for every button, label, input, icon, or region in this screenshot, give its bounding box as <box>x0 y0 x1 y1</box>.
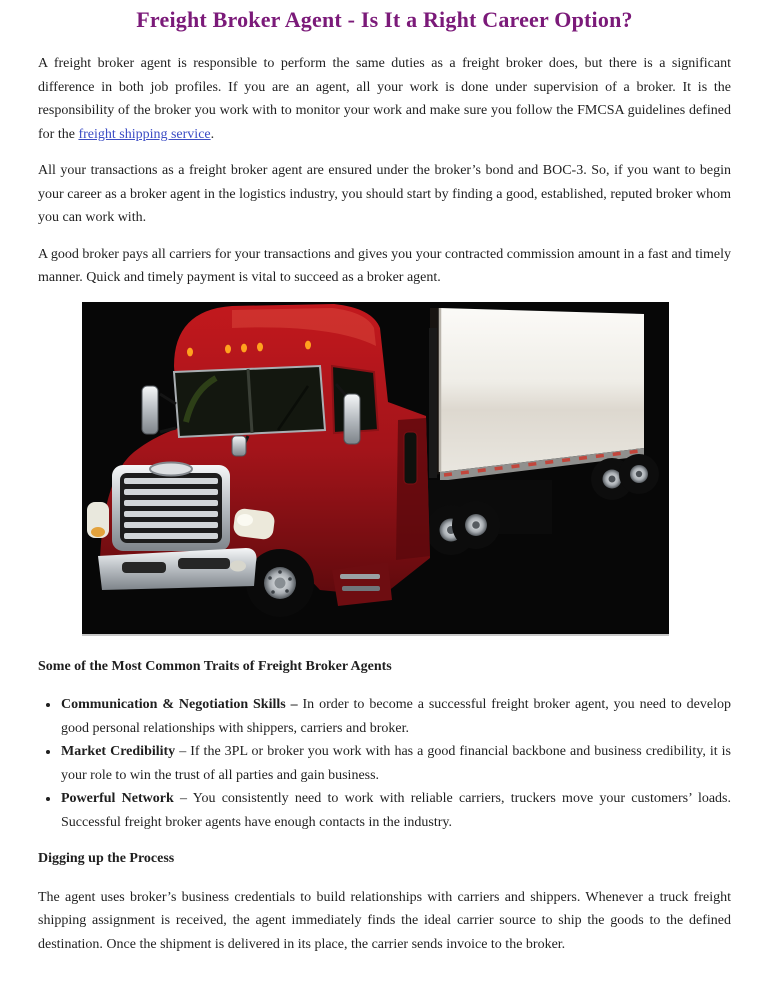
trait-item-communication <box>60 693 731 740</box>
trait-item-powerful-network <box>60 787 731 834</box>
fog-light <box>230 560 246 571</box>
freight-shipping-service-link[interactable]: freight shipping service <box>78 126 211 142</box>
intro-paragraph-2: All your transactions as a freight broker agent are ensured under the broker’s bond and BOC-3. So, if you want to begin your career as a broker agent in the logistics industry, you should start by finding a good, established, reputed broker whom you can work with. <box>38 163 731 225</box>
traits-heading: Some of the Most Common Traits of Freight Broker Agents <box>38 658 392 674</box>
bullet-text: In order to become a successful freight broker agent, you need to develop good personal relationships with shippers, carriers and broker. <box>61 697 732 736</box>
trait-item-market-credibility <box>60 740 731 787</box>
page-title: Freight Broker Agent - Is It a Right Career Option? <box>136 7 633 32</box>
hood-mirror <box>232 436 248 456</box>
process-paragraph: The agent uses broker’s business credentials to build relationships with carriers and shippers. Whenever a truck freight shipping assignment is received, the agent immediately finds the ideal carrier source to ship the goods to the defined destination. Once the shipment is delivered in its place, the carrier sends invoice to the broker. <box>38 889 731 952</box>
bullet-lead: Communication & Negotiation Skills – <box>61 697 298 712</box>
sleeper-window <box>404 432 417 484</box>
paragraph-text: A freight broker agent is responsible to perform the same duties as a freight broker does, but there is a significant difference in both job profiles. If you are an agent, all your work is done under supervision of a broker. It is the responsibility of the broker you work with to monitor your work and make sure you follow the FMCSA guidelines defined for the <box>38 56 731 142</box>
paragraph-text: . <box>210 126 215 142</box>
traits-list <box>38 693 731 834</box>
freightliner-logo-badge <box>150 462 192 475</box>
truck-image <box>82 302 669 634</box>
process-heading: Digging up the Process <box>38 851 175 866</box>
bullet-text: – If the 3PL or broker you work with has a good financial backbone and business credibility, it is your role to win the trust of all parties and gain business. <box>61 744 731 783</box>
bullet-text: – You consistently need to work with reliable carriers, truckers move your customers’ loads. Successful freight broker agents have enough contacts in the industry. <box>61 791 731 830</box>
grille <box>112 462 230 551</box>
intro-paragraph-1 <box>38 52 731 146</box>
intro-paragraph-3: A good broker pays all carriers for your transactions and gives you your contracted commission amount in a fast and timely manner. Quick and timely payment is vital to succeed as a broker agent. <box>38 246 731 285</box>
truck-photo <box>82 302 669 636</box>
bullet-lead: Powerful Network <box>61 791 174 806</box>
exhaust-stack <box>429 328 437 478</box>
bullet-lead: Market Credibility <box>61 744 176 759</box>
